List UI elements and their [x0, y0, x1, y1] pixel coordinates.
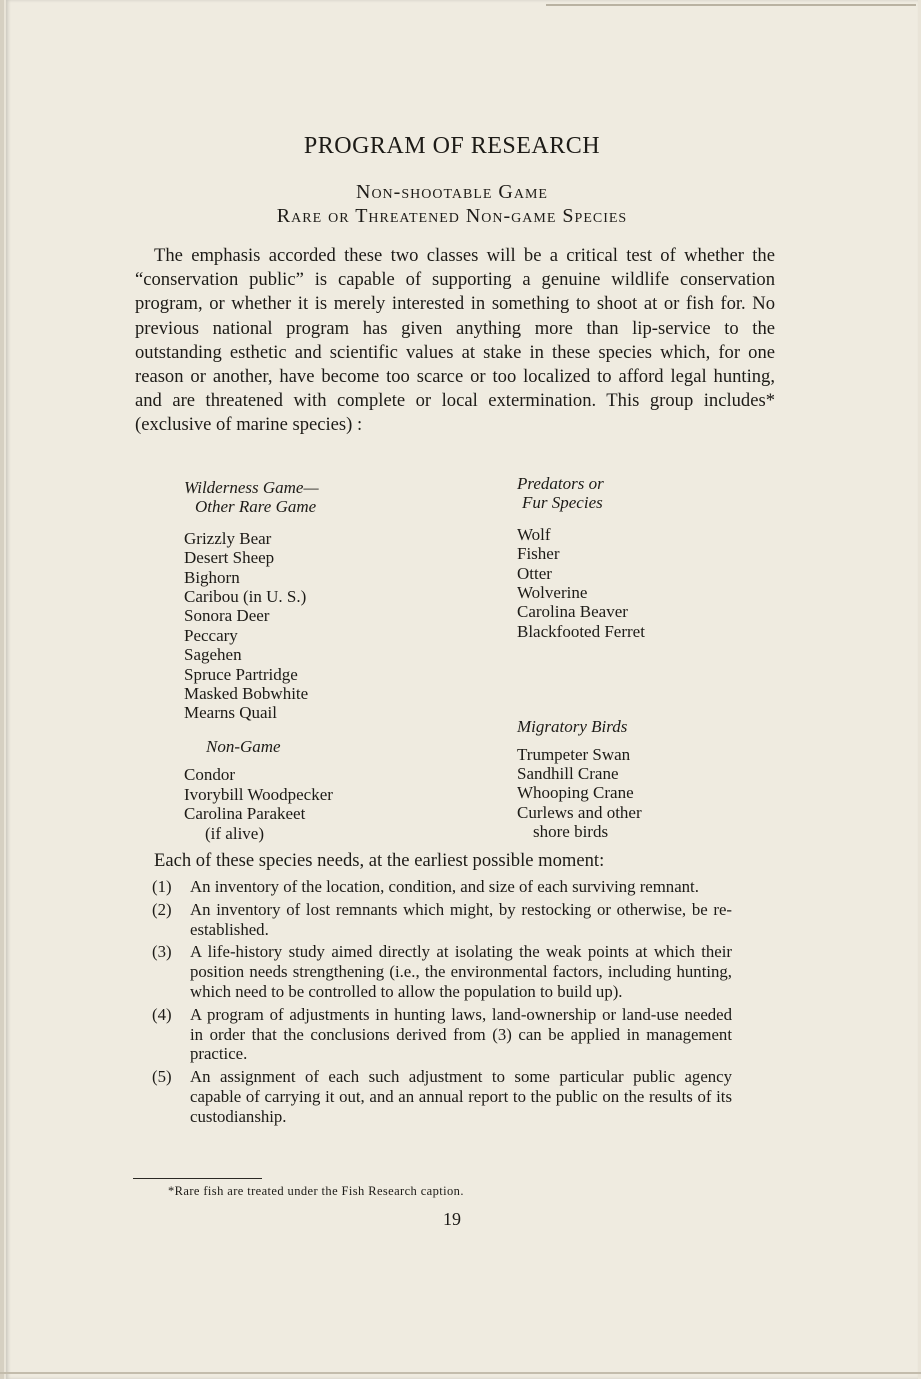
- intro-text: The emphasis accorded these two classes will be a critical test of whether the “conservation public” is capable of supporting a genuine wildlife conservation program, or whether it is merely interested in something to shoot at or fish for. No previous national program has given anything more than lip-service to the outstanding esthetic and scientific values at stake in these species which, for one reason or another, have become too scarce or too localized to afford legal hunting, and are threatened with complete or local extermination. This group includes* (exclusive of marine species) :: [135, 245, 775, 436]
- column-heading-line2: Fur Species: [522, 493, 603, 513]
- column-heading-line2: Other Rare Game: [195, 497, 317, 517]
- species-list: [184, 529, 464, 723]
- list-item: Desert Sheep: [184, 548, 275, 568]
- item-text: A program of adjustments in hunting laws, land-ownership or land-use needed in order that the conclusions derived from (3) can be applied in management practice.: [190, 1004, 732, 1064]
- footnote-rule: [133, 1178, 262, 1179]
- list-item: Carolina Beaver: [517, 602, 628, 622]
- list-item: Fisher: [517, 544, 560, 564]
- needs-intro: Each of these species needs, at the earliest possible moment:: [154, 850, 605, 871]
- bottom-edge-line: [0, 1372, 921, 1374]
- needs-list: [152, 877, 732, 1130]
- item-text: An inventory of the location, condition, and size of each surviving remnant.: [190, 877, 699, 896]
- needs-item: [152, 877, 732, 897]
- item-number: (2): [152, 899, 172, 919]
- page-title: PROGRAM OF RESEARCH: [303, 133, 601, 159]
- nongame-heading: Non-Game: [206, 736, 281, 756]
- migratory-list: [517, 745, 777, 842]
- list-item: Peccary: [184, 625, 238, 645]
- item-number: (1): [152, 877, 172, 896]
- list-item: Ivorybill Woodpecker: [184, 784, 333, 804]
- list-item: Wolf: [517, 524, 551, 544]
- needs-item: [152, 900, 732, 940]
- list-item: Sonora Deer: [184, 606, 270, 626]
- species-list: [517, 525, 777, 641]
- item-number: (4): [152, 1004, 172, 1024]
- list-item: Otter: [517, 563, 552, 583]
- page-number: 19: [443, 1209, 461, 1229]
- list-item: Sagehen: [184, 645, 242, 665]
- intro-paragraph: [135, 244, 775, 438]
- document-page: [6, 0, 918, 1379]
- item-number: (5): [152, 1067, 172, 1087]
- list-item-note: shore birds: [533, 822, 609, 842]
- list-item: Bighorn: [184, 567, 240, 587]
- top-edge-line: [546, 4, 916, 6]
- section-subtitle: Non-shootable Game: [356, 181, 548, 203]
- list-item: Masked Bobwhite: [184, 684, 309, 704]
- species-column-left: [184, 478, 464, 843]
- list-item: Carolina Parakeet: [184, 804, 306, 824]
- list-item: Caribou (in U. S.): [184, 587, 307, 607]
- species-column-right: [517, 474, 777, 842]
- needs-item: [152, 942, 732, 1001]
- list-item: Condor: [184, 765, 235, 785]
- page-binding-edge: [0, 0, 4, 1379]
- needs-item: [152, 1005, 732, 1064]
- footnote: *Rare fish are treated under the Fish Research caption.: [168, 1184, 464, 1198]
- column-heading: Predators or: [517, 474, 604, 493]
- list-item: Trumpeter Swan: [517, 744, 631, 764]
- list-item: Wolverine: [517, 583, 588, 603]
- item-text: An assignment of each such adjustment to some particular public agency capable of carrying it out, and an annual report to the public on the results of its custodianship.: [190, 1067, 732, 1126]
- migratory-heading: Migratory Birds: [517, 717, 628, 737]
- list-item: Grizzly Bear: [184, 528, 272, 548]
- needs-item: [152, 1067, 732, 1126]
- list-item: Whooping Crane: [517, 783, 634, 803]
- nongame-list: [184, 765, 464, 843]
- item-number: (3): [152, 942, 172, 962]
- section-subtitle-2: Rare or Threatened Non-game Species: [276, 205, 628, 227]
- column-heading: Wilderness Game—: [184, 478, 319, 497]
- list-item: Sandhill Crane: [517, 764, 619, 784]
- item-text: A life-history study aimed directly at isolating the weak points at which their position needs strengthening (i.e., the environmental factors, including hunting, which need to be controlled to allow the population to build up).: [190, 942, 732, 1001]
- list-item-note: (if alive): [205, 823, 264, 843]
- list-item: Blackfooted Ferret: [517, 621, 645, 641]
- item-text: An inventory of lost remnants which might, by restocking or otherwise, be re-established.: [190, 899, 732, 939]
- list-item: Mearns Quail: [184, 703, 278, 723]
- list-item: Spruce Partridge: [184, 664, 298, 684]
- list-item: Curlews and other: [517, 802, 642, 822]
